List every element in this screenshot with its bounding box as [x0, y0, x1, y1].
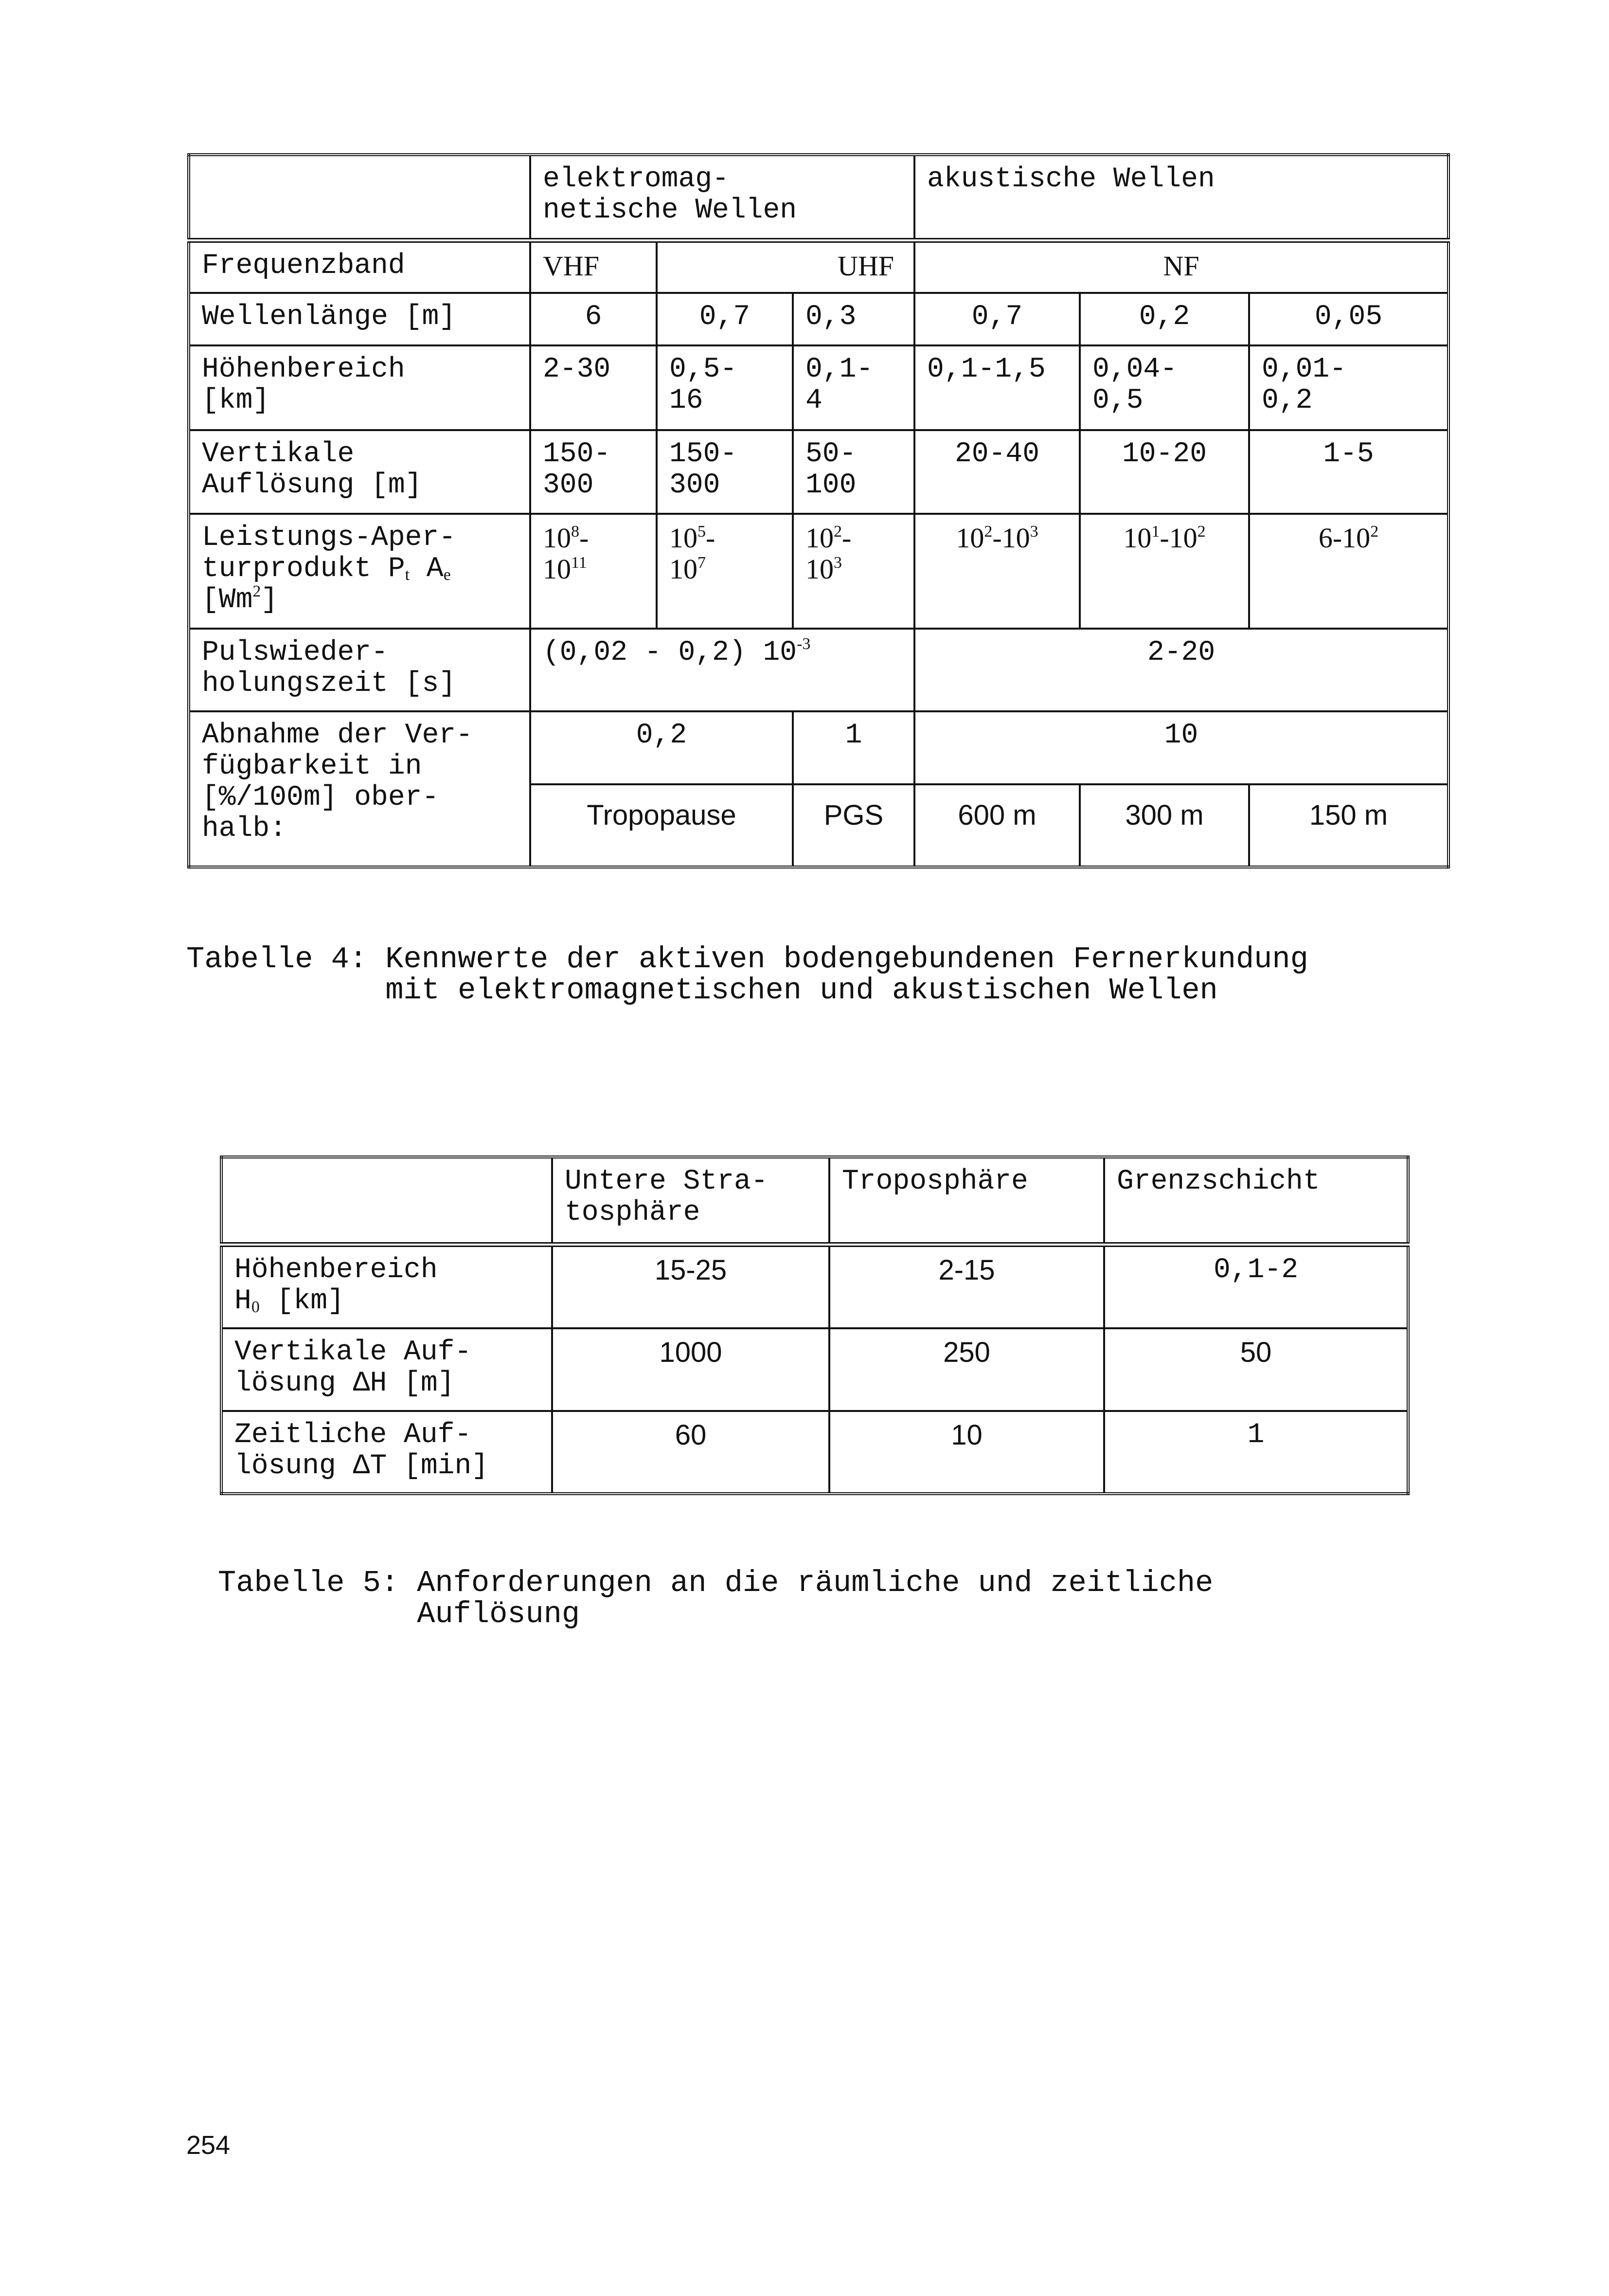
row-label-wellenlaenge: Wellenlänge [m] [189, 293, 530, 345]
cell: 0,7 [914, 293, 1080, 345]
cell: 50 [1104, 1328, 1408, 1411]
page-number: 254 [186, 2131, 231, 2160]
table-row [189, 155, 1448, 240]
cell: 0,2 [1080, 293, 1249, 345]
cell: 300 m [1080, 784, 1249, 867]
cell: 15-25 [552, 1245, 829, 1328]
row-label-frequenzband: Frequenzband [189, 240, 530, 293]
header-troposphaere: Troposphäre [829, 1157, 1104, 1245]
cell: 2-20 [914, 629, 1448, 711]
table-row [189, 240, 1448, 293]
cell: 0,7 [657, 293, 793, 345]
cell: 0,3 [793, 293, 914, 345]
cell: 0,1-1,5 [914, 345, 1080, 430]
row-label-vertikale-aufloesung: Vertikale Auf- lösung ΔH [m] [221, 1328, 552, 1411]
table-row [221, 1411, 1408, 1494]
cell: 1000 [552, 1328, 829, 1411]
header-acoustic-waves: akustische Wellen [914, 155, 1448, 240]
table-5 [220, 1156, 1410, 1495]
cell: (0,02 - 0,2) $10^{-3}$ [530, 629, 914, 711]
cell: Tropopause [530, 784, 793, 867]
table-row [189, 711, 1448, 784]
cell: $10^5-$ $10^7$ [657, 514, 793, 629]
table-row [189, 629, 1448, 711]
table-row [221, 1245, 1408, 1328]
cell: 0,04- 0,5 [1080, 345, 1249, 430]
cell: 60 [552, 1411, 829, 1494]
cell: 0,5- 16 [657, 345, 793, 430]
table-5-caption: Tabelle 5: Anforderungen an die räumliche und zeitliche Auflösung [218, 1566, 1214, 1631]
header-grenzschicht: Grenzschicht [1104, 1157, 1408, 1245]
header-empty-cell [189, 155, 530, 240]
cell: 250 [829, 1328, 1104, 1411]
table-row [189, 514, 1448, 629]
cell: 50- 100 [793, 430, 914, 514]
header-em-waves: elektromag- netische Wellen [530, 155, 914, 240]
row-label-zeitliche-aufloesung: Zeitliche Auf- lösung ΔT [min] [221, 1411, 552, 1494]
cell: $10^8-$ $10^{11}$ [530, 514, 657, 629]
cell: 20-40 [914, 430, 1080, 514]
row-label-hoehenbereich: Höhenbereich $H_0$ [km] [221, 1245, 552, 1328]
row-label-abnahme-verfuegbarkeit: Abnahme der Ver- fügbarkeit in [%/100m] ober- halb: [189, 711, 530, 867]
cell: 1 [1104, 1411, 1408, 1494]
row-label-hoehenbereich: Höhenbereich [km] [189, 345, 530, 430]
cell: 1 [793, 711, 914, 784]
cell: $6-10^2$ [1249, 514, 1448, 629]
header-empty-cell [221, 1157, 552, 1245]
cell: 6 [530, 293, 657, 345]
table-4 [187, 153, 1450, 868]
band-uhf: UHF [657, 240, 914, 293]
cell: $10^1-10^2$ [1080, 514, 1249, 629]
cell: 0,2 [530, 711, 793, 784]
cell: 10-20 [1080, 430, 1249, 514]
cell: $10^2-10^3$ [914, 514, 1080, 629]
row-label-pulswiederholungszeit: Pulswieder- holungszeit [s] [189, 629, 530, 711]
cell: 150- 300 [657, 430, 793, 514]
cell: 10 [829, 1411, 1104, 1494]
cell: 150- 300 [530, 430, 657, 514]
cell: 150 m [1249, 784, 1448, 867]
header-untere-stratosphaere: Untere Stra- tosphäre [552, 1157, 829, 1245]
cell: $10^2-$ $10^3$ [793, 514, 914, 629]
table-row [221, 1328, 1408, 1411]
cell: 2-15 [829, 1245, 1104, 1328]
row-label-leistungs-aperturprodukt: Leistungs-Aper- turprodukt $P_t$ $A_e$ [Wm$^2$] [189, 514, 530, 629]
cell: 0,1-2 [1104, 1245, 1408, 1328]
cell: 0,01- 0,2 [1249, 345, 1448, 430]
cell: 1-5 [1249, 430, 1448, 514]
cell: PGS [793, 784, 914, 867]
table-4-caption: Tabelle 4: Kennwerte der aktiven bodengebundenen Fernerkundung mit elektromagnetischen und akustischen Wellen [186, 942, 1308, 1008]
table-row [221, 1157, 1408, 1245]
table-row [189, 430, 1448, 514]
row-label-vertikale-aufloesung: Vertikale Auflösung [m] [189, 430, 530, 514]
cell: 0,1- 4 [793, 345, 914, 430]
cell: 0,05 [1249, 293, 1448, 345]
cell: 600 m [914, 784, 1080, 867]
cell: 10 [914, 711, 1448, 784]
band-nf: NF [914, 240, 1448, 293]
band-vhf: VHF [530, 240, 657, 293]
table-row [189, 345, 1448, 430]
table-row [189, 293, 1448, 345]
cell: 2-30 [530, 345, 657, 430]
